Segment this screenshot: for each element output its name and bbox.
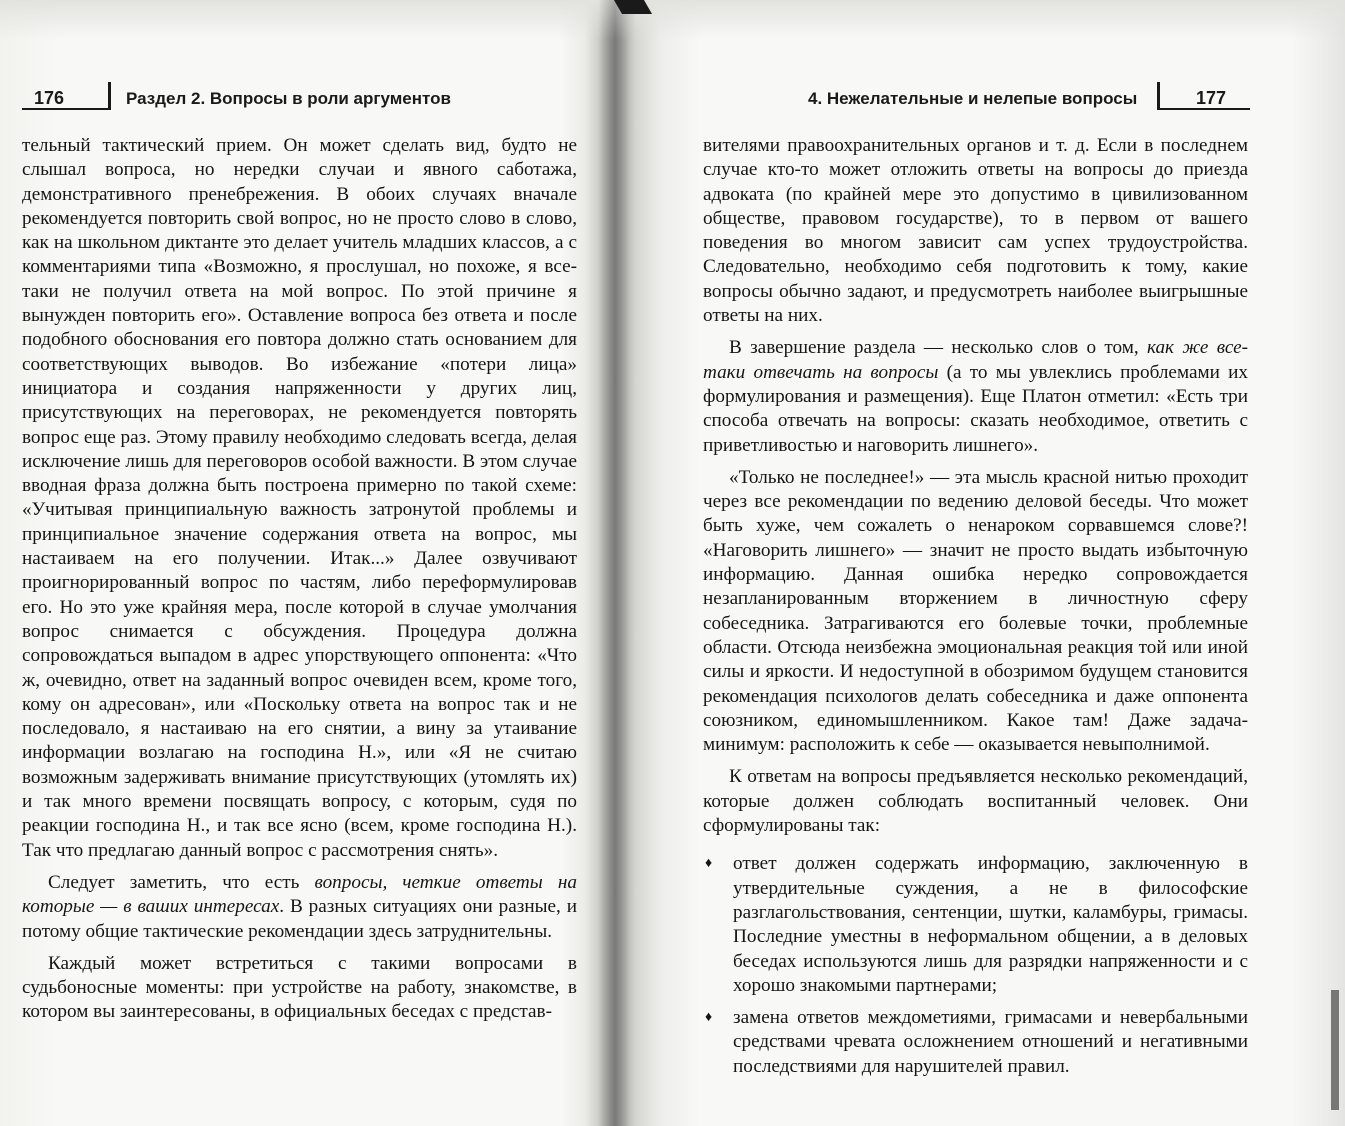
- text-run: (а то мы увлеклись проблемами их формулирования и размещения). Еще Платон отметил: «Есть три способа отвечать на вопросы: сказать необходимое, ответить с приветливостью и наговорить лишнего».: [703, 361, 1248, 456]
- text-run: . В разных ситуациях они разные, и потому общие тактические рекомендации здесь затруднительны.: [22, 896, 577, 942]
- italic-text: как же все-таки отвечать на вопросы: [703, 337, 1248, 383]
- right-page: [620, 0, 1248, 1126]
- paragraph: [703, 466, 1248, 758]
- right-header-divider: [1157, 82, 1160, 110]
- left-section-title: Раздел 2. Вопросы в роли аргументов: [126, 89, 451, 108]
- left-header-rule: [22, 108, 108, 110]
- paragraph: [22, 134, 577, 863]
- text-run: «Только не последнее!» — эта мысль красной нитью проходит через все рекомендации по ведению деловой беседы. Что может быть хуже, чем сожалеть о ненароком сорвавшемся слове?! «Наговорить лишнего» — значит не просто выдать избыточную информацию. Данная ошибка нередко сопровождается незапланированным вторжением в личностную сферу собеседника. Затрагиваются его болевые точки, проблемные области. Отсюда неизбежна эмоциональная реакция той или иной силы и яркости. И недоступной в обозримом будущем становится рекомендация психологов делать собеседника и даже оппонента союзником, единомышленником. Какое там! Даже задача-минимум: расположить к себе — оказывается невыполнимой.: [703, 466, 1248, 756]
- text-run: вителями правоохранительных органов и т. д. Если в последнем случае кто-то может отложить ответы на вопросы до приезда адвоката (по крайней мере это допустимо в цивилизованном обществе, правовом государстве), то в первом от вашего поведения во многом зависит сам успех трудоустройства. Следовательно, необходимо себя подготовить к тому, какие вопросы обычно задают, и предусмотреть наиболее выигрышные ответы на них.: [703, 135, 1248, 327]
- left-page-number: 176: [34, 88, 65, 108]
- diamond-bullet-icon: ♦: [705, 1010, 713, 1026]
- italic-text: вопросы, четкие ответы на которые — в ваших интересах: [22, 871, 577, 918]
- paragraph: [703, 765, 1248, 838]
- right-section-title: 4. Нежелательные и нелепые вопросы: [808, 89, 1138, 108]
- left-page: [0, 0, 600, 1126]
- paragraph: [703, 336, 1248, 457]
- diamond-bullet-icon: ♦: [705, 856, 713, 872]
- text-run: В завершение раздела — несколько слов о том,: [729, 337, 1147, 359]
- list-item-text: ответ должен содержать информацию, заключенную в утвердительные суждения, а не в философские разглагольствования, сентенции, шутки, каламбуры, гримасы. Последние уместны в неформальном общении, а в деловых беседах используются лишь для разрядки напряженности и с хорошо знакомыми партнерами;: [733, 853, 1248, 996]
- right-page-text: [703, 134, 1248, 1087]
- text-run: тельный тактический прием. Он может сделать вид, будто не слышал вопроса, но нередки случаи и явного саботажа, демонстративного пренебрежения. В обоих случаях вначале рекомендуется повторить свой вопрос, но не просто слово в слово, как на школьном диктанте это делает учитель младших классов, а с комментариями типа «Возможно, я прослушал, но похоже, я все-таки не получил ответа на мой вопрос. По этой причине я вынужден повторить его». Оставление вопроса без ответа и после подобного обоснования его повтора должно стать основанием для соответствующих выводов. Во избежание «потери лица» инициатора и создания напряженности у других лиц, присутствующих на переговорах, не рекомендуется повторять вопрос еще раз. Этому правилу необходимо следовать всегда, делая исключение лишь для переговоров особой важности. В этом случае вводная фраза должна быть построена примерно по такой схеме: «Учитывая принципиальную важность затронутой проблемы и принципиальное значение содержания ответа на вопрос, мы настаиваем на его получении. Итак...» Далее озвучивают проигнорированный вопрос по частям, либо переформулировав его. Но это уже крайняя мера, после которой в случае умолчания вопрос снимается с обсуждения. Процедура должна сопровождаться выпадом в адрес упорствующего оппонента: «Что ж, очевидно, ответ на заданный вопрос очевиден всем, кроме того, кому он адресован», или «Поскольку ответа на вопрос так и не последовало, я настаиваю на его снятии, а вину за утаивание информации возлагаю на господина Н.», или «Я не считаю возможным задерживать внимание присутствующих (утомлять их) и так много времени посвящать вопросу, с которым, судя по реакции господина Н., и так все ясно (всем, кроме господина Н.). Так что предлагаю данный вопрос с рассмотрения снять».: [22, 135, 577, 861]
- list-item: [703, 852, 1248, 998]
- right-page-number: 177: [1196, 88, 1227, 108]
- paragraph: [22, 952, 577, 1025]
- text-run: К ответам на вопросы предъявляется несколько рекомендаций, которые должен соблюдать воспитанный человек. Они сформулированы так:: [703, 766, 1248, 837]
- recommendation-list: [703, 852, 1248, 1079]
- text-run: Каждый может встретиться с такими вопросами в судьбоносные моменты: при устройстве на работу, знакомстве, в котором вы заинтересованы, в официальных беседах с представ-: [22, 952, 577, 1023]
- left-header-divider: [108, 82, 111, 110]
- list-item-text: замена ответов междометиями, гримасами и невербальными средствами чревата осложнением отношений и негативными последствиями для нарушителей правил.: [733, 1007, 1248, 1077]
- list-item: [703, 1006, 1248, 1079]
- paragraph: [703, 134, 1248, 328]
- right-running-header: [620, 82, 1250, 112]
- paragraph: [22, 871, 577, 944]
- text-run: Следует заметить, что есть: [48, 871, 315, 893]
- left-running-header: [22, 82, 582, 112]
- left-page-text: [22, 134, 577, 1033]
- page-edge-mark: [1331, 990, 1339, 1110]
